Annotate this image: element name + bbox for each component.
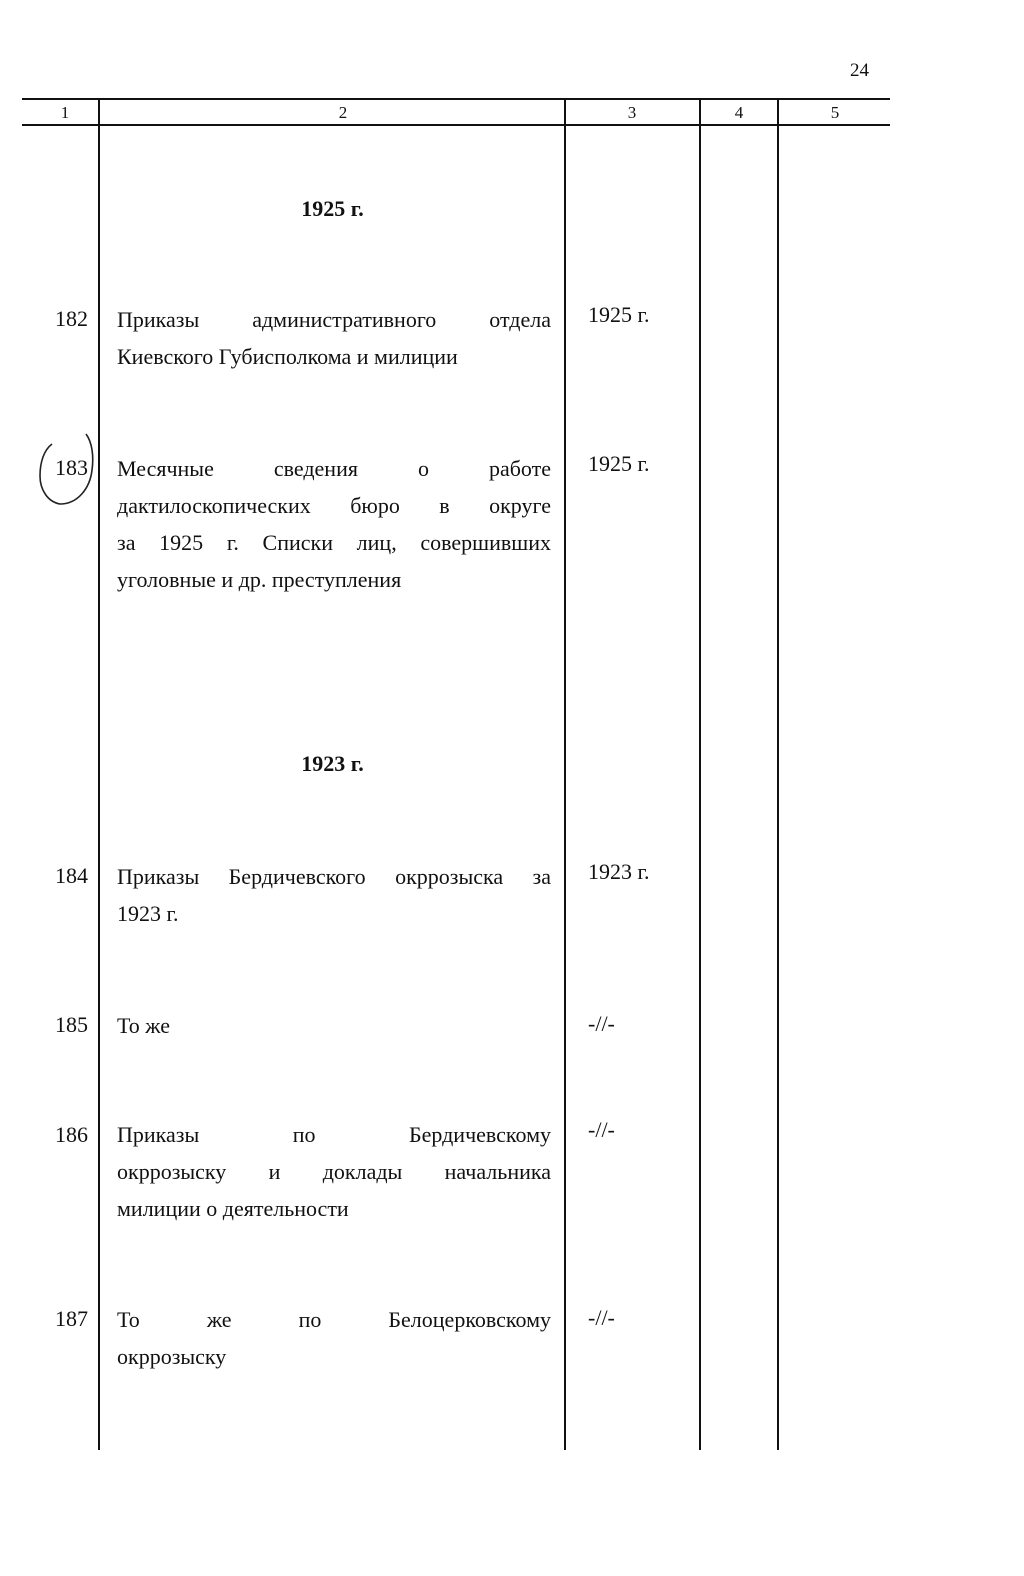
entry-description: [117, 1301, 551, 1375]
entry-description: [117, 858, 551, 932]
entry-description: [117, 301, 551, 375]
entry-number: 184: [55, 863, 88, 888]
column-divider-4: [777, 98, 779, 1450]
description-line: окррозыску и доклады начальника: [117, 1159, 551, 1184]
column-header-1: 1: [60, 103, 70, 122]
entry-number: 186: [55, 1122, 88, 1147]
entry-date: -//-: [588, 1011, 615, 1036]
entry-date: -//-: [588, 1305, 615, 1330]
year-heading: 1925 г.: [301, 196, 364, 221]
entry-date: 1925 г.: [588, 302, 650, 327]
entry-number: 187: [55, 1306, 88, 1331]
description-line: Месячные сведения о работе: [117, 456, 551, 481]
description-line: То же: [117, 1013, 170, 1038]
description-line: дактилоскопических бюро в округе: [117, 493, 551, 518]
page-number: 24: [850, 60, 869, 81]
description-line: Приказы по Бердичевскому: [117, 1122, 551, 1147]
entry-date: 1925 г.: [588, 451, 650, 476]
entry-number: 185: [55, 1012, 88, 1037]
description-line: Киевского Губисполкома и милиции: [117, 344, 458, 369]
year-heading: 1923 г.: [301, 751, 364, 776]
entry-description: [117, 1116, 551, 1227]
column-header-5: 5: [830, 103, 840, 122]
description-line: То же по Белоцерковскому: [117, 1307, 551, 1332]
header-bottom-rule: [22, 124, 890, 126]
description-line: 1923 г.: [117, 901, 179, 926]
entry-date: -//-: [588, 1117, 615, 1142]
column-divider-3: [699, 98, 701, 1450]
column-header-2: 2: [338, 103, 348, 122]
description-line: Приказы Бердичевского окррозыска за: [117, 864, 551, 889]
description-line: окррозыску: [117, 1344, 227, 1369]
description-line: уголовные и др. преступления: [117, 567, 402, 592]
entry-date: 1923 г.: [588, 859, 650, 884]
entry-description: [117, 450, 551, 598]
description-line: за 1925 г. Списки лиц, совершивших: [117, 530, 551, 555]
entry-number: 183: [55, 455, 88, 480]
entry-number: 182: [55, 306, 88, 331]
column-header-4: 4: [734, 103, 744, 122]
description-line: Приказы административного отдела: [117, 307, 551, 332]
entry-description: [117, 1007, 551, 1044]
description-line: милиции о деятельности: [117, 1196, 349, 1221]
column-header-3: 3: [627, 103, 637, 122]
header-top-rule: [22, 98, 890, 100]
